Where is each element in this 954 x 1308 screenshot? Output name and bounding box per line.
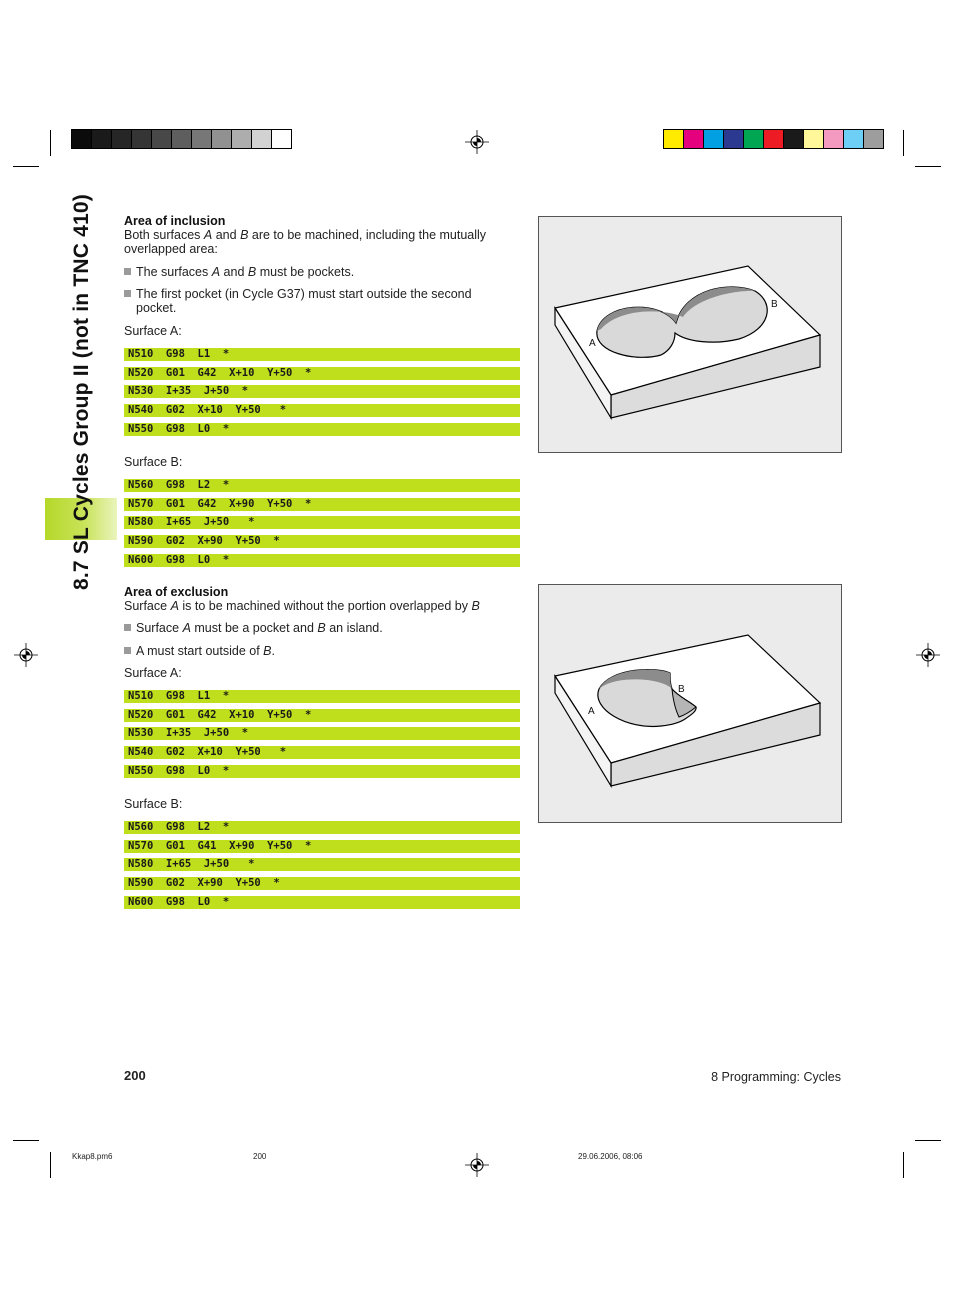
inclusion-surface-a-label: Surface A: xyxy=(124,324,182,338)
crop-mark xyxy=(915,1140,941,1141)
code-line: N520 G01 G42 X+10 Y+50 * xyxy=(124,367,520,380)
color-swatch xyxy=(664,130,684,148)
code-line: N550 G98 L0 * xyxy=(124,765,520,778)
exclusion-surface-a-label: Surface A: xyxy=(124,666,182,680)
inclusion-heading: Area of inclusion xyxy=(124,214,226,228)
bullet-square-icon xyxy=(124,647,131,654)
chapter-label: 8 Programming: Cycles xyxy=(711,1070,841,1084)
surface-a-label: A xyxy=(589,338,596,349)
crop-mark xyxy=(903,130,904,156)
color-swatch xyxy=(272,130,291,148)
crop-mark xyxy=(915,166,941,167)
code-line: N540 G02 X+10 Y+50 * xyxy=(124,404,520,417)
code-line: N530 I+35 J+50 * xyxy=(124,727,520,740)
registration-mark-icon xyxy=(465,1153,489,1177)
code-line: N570 G01 G41 X+90 Y+50 * xyxy=(124,840,520,853)
grayscale-color-bar xyxy=(71,129,292,149)
color-swatch xyxy=(724,130,744,148)
color-swatch xyxy=(212,130,232,148)
exclusion-heading: Area of exclusion xyxy=(124,585,229,599)
slug-page: 200 xyxy=(253,1152,267,1161)
exclusion-figure xyxy=(538,584,842,823)
crop-mark xyxy=(13,1140,39,1141)
code-line: N510 G98 L1 * xyxy=(124,348,520,361)
exclusion-bullet-2: A must start outside of B. xyxy=(124,644,275,658)
color-swatch xyxy=(824,130,844,148)
inclusion-bullet-1: The surfaces A and B must be pockets. xyxy=(124,265,354,279)
process-color-bar xyxy=(663,129,884,149)
crop-mark xyxy=(903,1152,904,1178)
code-line: N580 I+65 J+50 * xyxy=(124,516,520,529)
color-swatch xyxy=(92,130,112,148)
color-swatch xyxy=(764,130,784,148)
color-swatch xyxy=(744,130,764,148)
registration-mark-icon xyxy=(465,130,489,154)
code-line: N570 G01 G42 X+90 Y+50 * xyxy=(124,498,520,511)
exclusion-surface-b-label: Surface B: xyxy=(124,797,183,811)
color-swatch xyxy=(252,130,272,148)
bullet-square-icon xyxy=(124,624,131,631)
color-swatch xyxy=(132,130,152,148)
code-line: N560 G98 L2 * xyxy=(124,479,520,492)
color-swatch xyxy=(152,130,172,148)
color-swatch xyxy=(172,130,192,148)
code-line: N520 G01 G42 X+10 Y+50 * xyxy=(124,709,520,722)
color-swatch xyxy=(784,130,804,148)
code-line: N590 G02 X+90 Y+50 * xyxy=(124,877,520,890)
color-swatch xyxy=(112,130,132,148)
color-swatch xyxy=(804,130,824,148)
code-line: N540 G02 X+10 Y+50 * xyxy=(124,746,520,759)
inclusion-intro: Both surfaces A and B are to be machined, including the mutually overlapped area: xyxy=(124,228,487,256)
inclusion-block-drawing xyxy=(539,217,841,452)
color-swatch xyxy=(844,130,864,148)
color-swatch xyxy=(684,130,704,148)
crop-mark xyxy=(13,166,39,167)
code-line: N510 G98 L1 * xyxy=(124,690,520,703)
inclusion-surface-b-label: Surface B: xyxy=(124,455,183,469)
section-title: 8.7 SL Cycles Group II (not in TNC 410) xyxy=(70,194,93,590)
code-line: N580 I+65 J+50 * xyxy=(124,858,520,871)
code-line: N600 G98 L0 * xyxy=(124,896,520,909)
bullet-square-icon xyxy=(124,290,131,297)
bullet-square-icon xyxy=(124,268,131,275)
inclusion-figure xyxy=(538,216,842,453)
code-line: N530 I+35 J+50 * xyxy=(124,385,520,398)
code-line: N550 G98 L0 * xyxy=(124,423,520,436)
exclusion-bullet-1: Surface A must be a pocket and B an island. xyxy=(124,621,383,635)
exclusion-intro: Surface A is to be machined without the portion overlapped by B xyxy=(124,599,480,613)
surface-a-label: A xyxy=(588,706,595,717)
registration-mark-icon xyxy=(916,643,940,667)
slug-file: Kkap8.pm6 xyxy=(72,1152,113,1161)
code-line: N600 G98 L0 * xyxy=(124,554,520,567)
exclusion-block-drawing xyxy=(539,585,841,822)
color-swatch xyxy=(864,130,883,148)
slug-datetime: 29.06.2006, 08:06 xyxy=(578,1152,643,1161)
inclusion-bullet-2: The first pocket (in Cycle G37) must start outside the second pocket. xyxy=(124,287,514,315)
surface-b-label: B xyxy=(678,684,685,695)
registration-mark-icon xyxy=(14,643,38,667)
code-line: N560 G98 L2 * xyxy=(124,821,520,834)
surface-b-label: B xyxy=(771,299,778,310)
color-swatch xyxy=(232,130,252,148)
color-swatch xyxy=(192,130,212,148)
page-number: 200 xyxy=(124,1068,146,1083)
code-line: N590 G02 X+90 Y+50 * xyxy=(124,535,520,548)
color-swatch xyxy=(72,130,92,148)
crop-mark xyxy=(50,130,51,156)
color-swatch xyxy=(704,130,724,148)
crop-mark xyxy=(50,1152,51,1178)
